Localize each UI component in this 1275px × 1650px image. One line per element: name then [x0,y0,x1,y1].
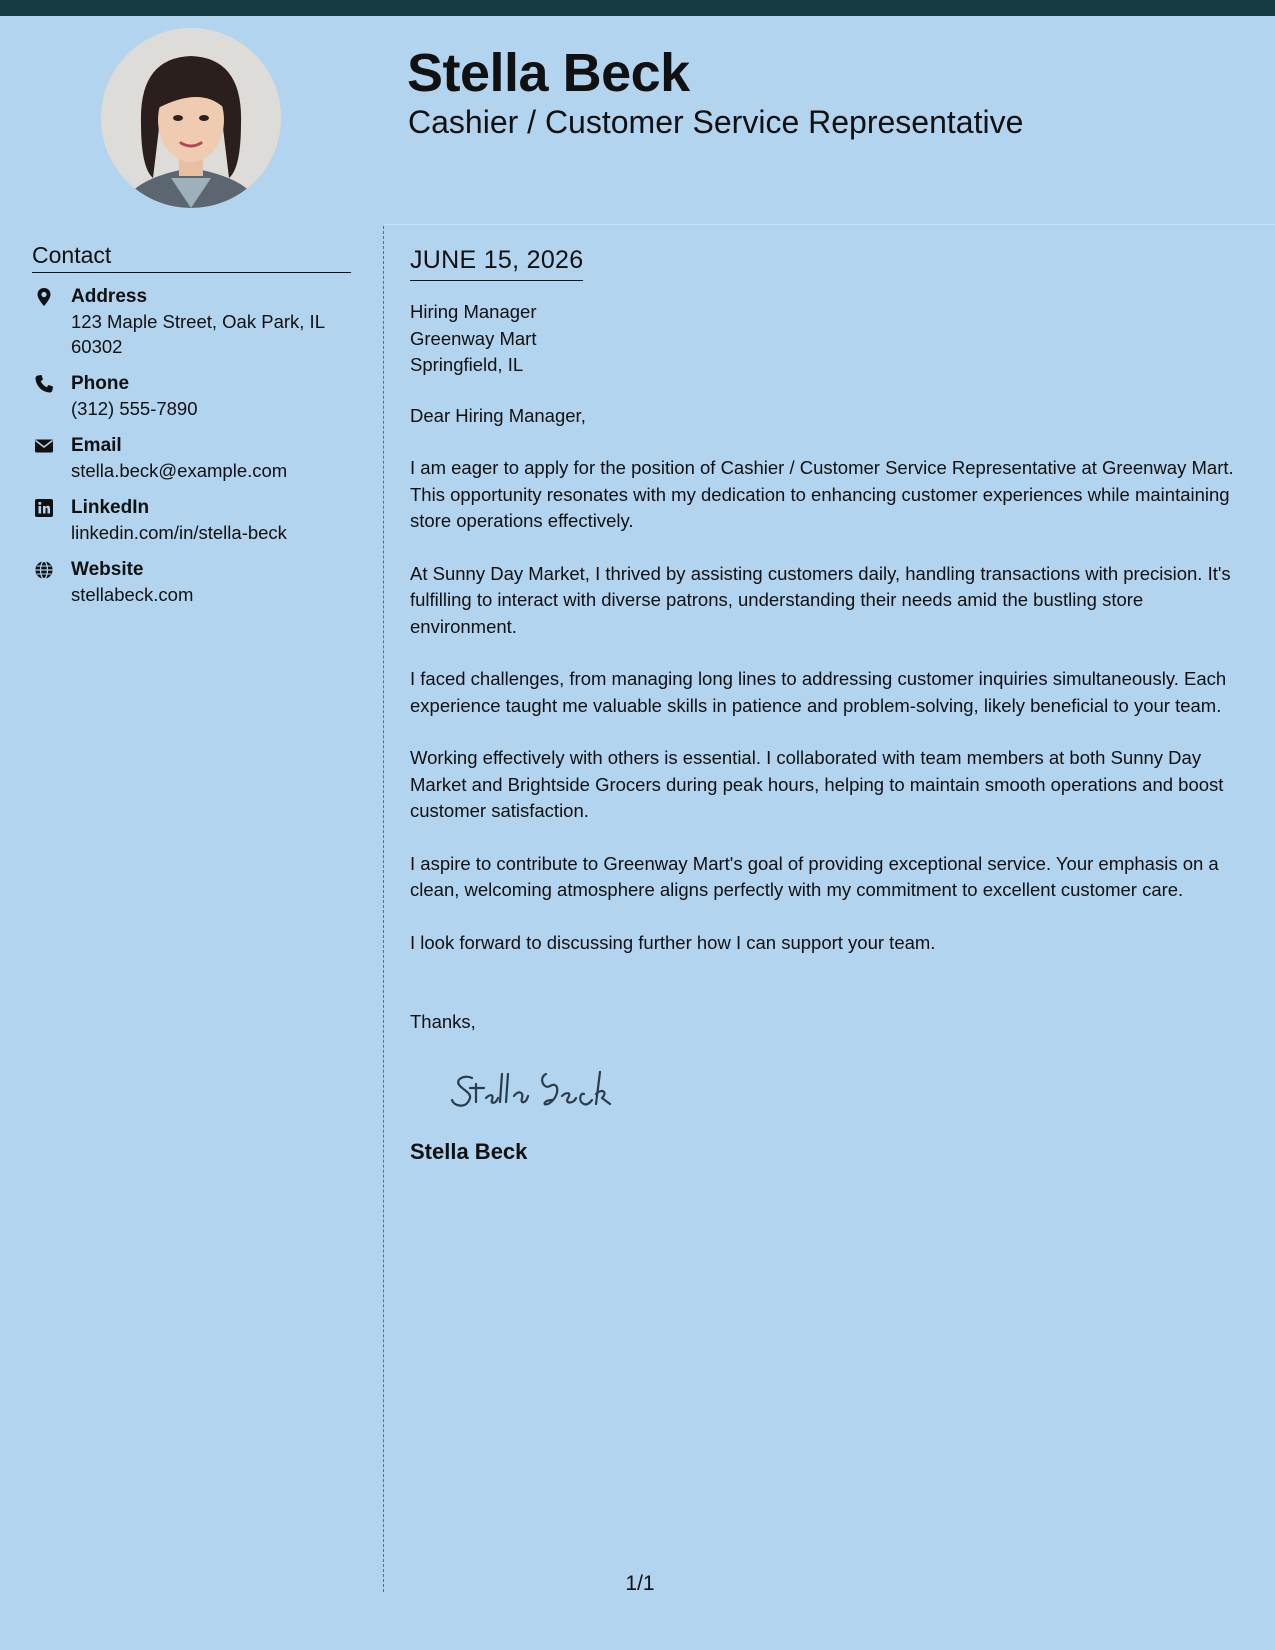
contact-label: Address [71,286,148,307]
phone-icon [34,374,54,394]
contact-value: 123 Maple Street, Oak Park, IL 60302 [71,311,325,357]
contact-label: Phone [71,373,130,394]
closing: Thanks, [410,1011,476,1032]
page-number: 1/1 [625,1572,655,1595]
letter-body [410,243,1245,1166]
recipient-line: Springfield, IL [410,354,524,375]
letter-paragraph: I look forward to discussing further how I can support your team. [410,931,936,953]
contact-value: (312) 555-7890 [71,398,198,419]
column-divider [383,226,384,1592]
contact-label: LinkedIn [71,497,150,518]
signer-name: Stella Beck [410,1138,528,1164]
contact-label: Website [71,559,144,580]
header-divider [384,224,1275,225]
letter-date: JUNE 15, 2026 [410,243,583,281]
contact-heading: Contact [32,240,351,273]
contact-label: Email [71,435,122,456]
globe-icon [34,560,54,580]
contact-value: linkedin.com/in/stella-beck [71,522,287,543]
contact-item-linkedin [32,495,352,545]
profile-photo [101,28,281,208]
contact-list [32,284,352,619]
contact-value: stella.beck@example.com [71,460,288,481]
envelope-icon [34,436,54,456]
map-pin-icon [34,287,54,307]
letter-paragraph: At Sunny Day Market, I thrived by assisting customers daily, handling transactions with precision. It's fulfilling to interact with diverse patrons, understanding their needs amid the bustling store environment. [410,562,1231,637]
top-accent-bar [0,0,1275,16]
letter-paragraph: I aspire to contribute to Greenway Mart's goal of providing exceptional service. Your emphasis on a clean, welcoming atmosphere aligns perfectly with my commitment to excellent customer care. [410,852,1219,900]
contact-item-phone [32,371,352,421]
handwritten-signature [450,1064,640,1112]
letter-paragraph: I faced challenges, from managing long lines to addressing customer inquiries simultaneously. Each experience taught me valuable skills in patience and problem-solving, likely beneficial to your team. [410,668,1227,716]
recipient-block [410,299,1245,379]
candidate-name: Stella Beck [407,43,690,103]
letter-paragraph: I am eager to apply for the position of Cashier / Customer Service Representative at Greenway Mart. This opportunity resonates with my dedication to enhancing customer experiences while maintaining store operations effectively. [410,457,1234,531]
recipient-line: Hiring Manager [410,301,537,322]
linkedin-icon [34,498,54,518]
recipient-line: Greenway Mart [410,327,537,349]
contact-item-address [32,284,352,359]
salutation: Dear Hiring Manager, [410,404,586,426]
contact-value: stellabeck.com [71,584,194,605]
candidate-role: Cashier / Customer Service Representative [408,104,1024,140]
contact-item-website [32,557,352,607]
contact-item-email [32,433,352,483]
letter-paragraph: Working effectively with others is essential. I collaborated with team members at both Sunny Day Market and Brightside Grocers during peak hours, helping to maintain smooth operations and boost customer satisfaction. [410,747,1224,821]
